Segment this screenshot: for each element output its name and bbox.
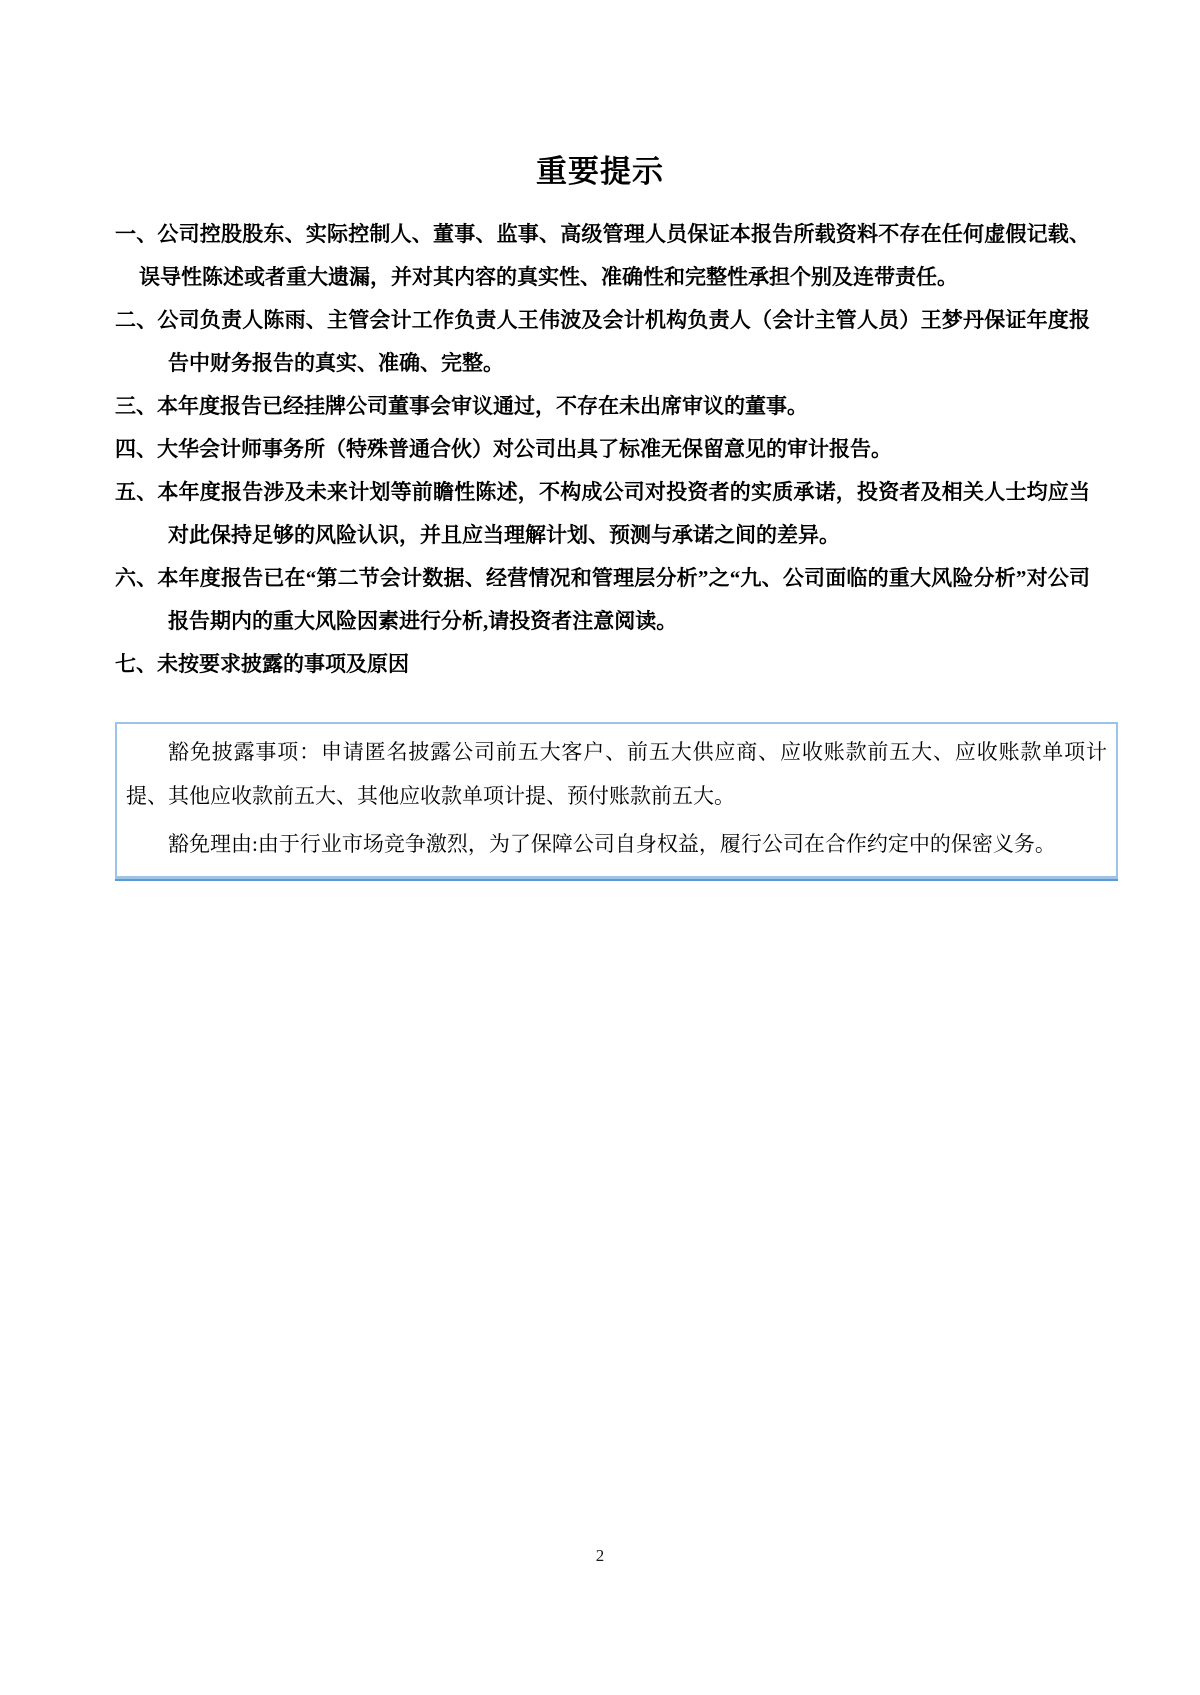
exemption-items-paragraph: 豁免披露事项：申请匿名披露公司前五大客户、前五大供应商、应收账款前五大、应收账款单项计提、其他应收款前五大、其他应收款单项计提、预付账款前五大。 [126, 740, 1107, 808]
notice-item-6: 六、本年度报告已在“第二节会计数据、经营情况和管理层分析”之“九、公司面临的重大风险分析”对公司报告期内的重大风险因素进行分析,请投资者注意阅读。 [115, 566, 1090, 633]
notice-item-1: 一、公司控股股东、实际控制人、董事、监事、高级管理人员保证本报告所载资料不存在任何虚假记载、误导性陈述或者重大遗漏，并对其内容的真实性、准确性和完整性承担个别及连带责任。 [115, 222, 1090, 289]
notice-item-2: 二、公司负责人陈雨、主管会计工作负责人王伟波及会计机构负责人（会计主管人员）王梦丹保证年度报告中财务报告的真实、准确、完整。 [115, 308, 1090, 375]
exemption-box [115, 722, 1118, 879]
page-title: 重要提示 [536, 154, 664, 189]
exemption-reason-paragraph: 豁免理由:由于行业市场竞争激烈，为了保障公司自身权益，履行公司在合作约定中的保密义务。 [168, 832, 1056, 856]
notice-item-3: 三、本年度报告已经挂牌公司董事会审议通过，不存在未出席审议的董事。 [115, 394, 808, 418]
page-number: 2 [595, 1546, 605, 1565]
notice-item-5: 五、本年度报告涉及未来计划等前瞻性陈述，不构成公司对投资者的实质承诺，投资者及相关人士均应当对此保持足够的风险认识，并且应当理解计划、预测与承诺之间的差异。 [115, 480, 1090, 547]
notice-item-4: 四、大华会计师事务所（特殊普通合伙）对公司出具了标准无保留意见的审计报告。 [115, 437, 892, 461]
important-notice-list [115, 213, 1090, 686]
notice-item-7: 七、未按要求披露的事项及原因 [115, 652, 409, 676]
